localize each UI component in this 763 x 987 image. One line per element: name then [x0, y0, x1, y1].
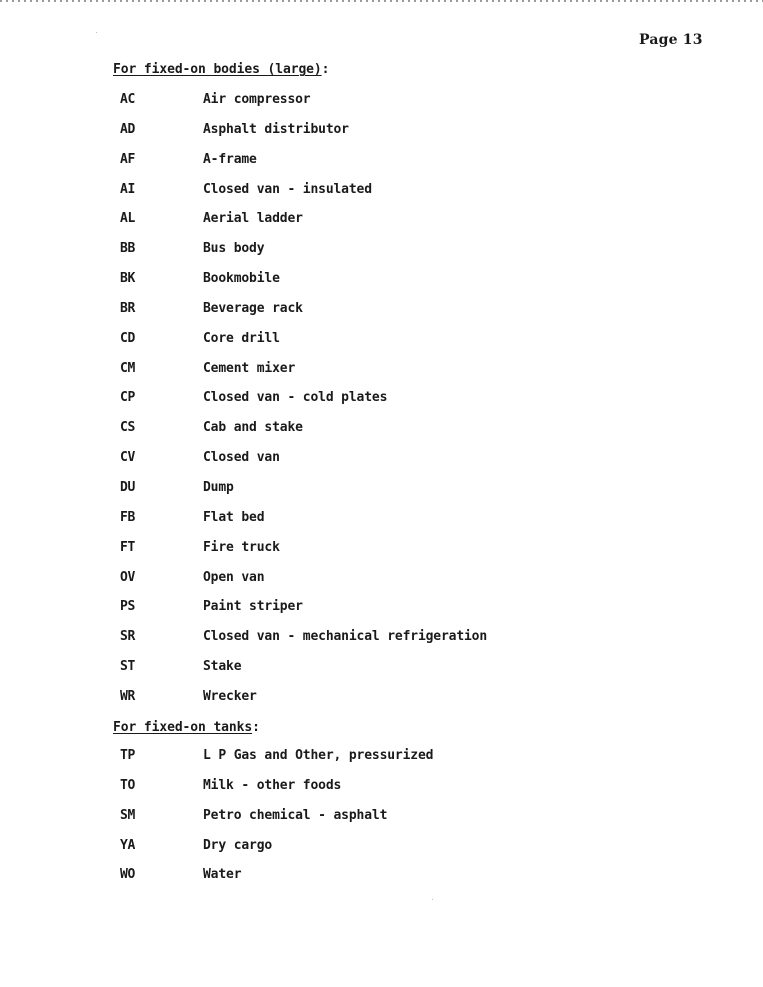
scan-speck — [96, 32, 97, 33]
code-description: Closed van - cold plates — [203, 390, 388, 406]
code-description: Asphalt distributor — [203, 121, 349, 137]
code-abbreviation: ST — [120, 659, 136, 675]
code-description: Water — [203, 867, 242, 883]
page-number: Page 13 — [639, 32, 703, 48]
code-description: Petro chemical - asphalt — [203, 807, 388, 823]
code-abbreviation: AF — [120, 151, 136, 167]
code-abbreviation: AI — [120, 181, 136, 197]
code-description: A-frame — [203, 151, 257, 167]
section-heading-colon: : — [252, 720, 260, 735]
code-abbreviation: CP — [120, 390, 136, 406]
code-abbreviation: AC — [120, 92, 136, 107]
code-description: Flat bed — [203, 509, 265, 525]
code-description: L P Gas and Other, pressurized — [203, 748, 434, 763]
code-abbreviation: FT — [120, 539, 136, 555]
code-description: Cement mixer — [203, 360, 296, 376]
code-description: Paint striper — [203, 599, 303, 615]
code-description: Bus body — [203, 241, 265, 257]
code-description: Air compressor — [203, 92, 311, 107]
code-abbreviation: CV — [120, 450, 136, 466]
code-abbreviation: CM — [120, 360, 136, 376]
code-abbreviation: BK — [120, 271, 136, 287]
code-abbreviation: BB — [120, 241, 136, 257]
code-abbreviation: SM — [120, 807, 136, 823]
code-description: Closed van - insulated — [203, 181, 372, 197]
code-abbreviation: AD — [120, 121, 136, 137]
code-description: Stake — [203, 659, 242, 675]
code-description: Aerial ladder — [203, 211, 303, 227]
code-abbreviation: WR — [120, 688, 136, 704]
code-abbreviation: OV — [120, 569, 136, 585]
section-heading-text: For fixed-on bodies (large) — [113, 62, 322, 77]
code-description: Wrecker — [203, 688, 257, 704]
code-description: Cab and stake — [203, 420, 303, 436]
code-abbreviation: DU — [120, 479, 136, 495]
code-description: Dump — [203, 479, 234, 495]
code-description: Beverage rack — [203, 300, 303, 316]
code-description: Dry cargo — [203, 837, 273, 853]
code-description: Closed van - mechanical refrigeration — [203, 629, 488, 645]
code-abbreviation: TP — [120, 748, 136, 763]
page-top-border — [0, 0, 763, 2]
section-heading-fixed-on-tanks — [113, 720, 260, 735]
section-heading-colon: : — [321, 62, 330, 77]
code-abbreviation: SR — [120, 629, 136, 645]
code-abbreviation: CD — [120, 330, 136, 346]
code-description: Milk - other foods — [203, 777, 342, 793]
code-abbreviation: WO — [120, 867, 136, 883]
code-abbreviation: TO — [120, 777, 136, 793]
section-heading-text: For fixed-on tanks — [113, 720, 253, 735]
code-description: Fire truck — [203, 539, 280, 555]
code-description: Open van — [203, 569, 265, 585]
scan-speck — [432, 899, 433, 900]
code-abbreviation: AL — [120, 211, 136, 227]
code-abbreviation: YA — [120, 837, 136, 853]
code-abbreviation: CS — [120, 420, 136, 436]
code-description: Core drill — [203, 330, 280, 346]
code-description: Bookmobile — [203, 271, 280, 287]
code-abbreviation: PS — [120, 599, 136, 615]
section-heading-fixed-on-bodies — [113, 62, 329, 77]
code-abbreviation: FB — [120, 509, 136, 525]
code-abbreviation: BR — [120, 300, 136, 316]
code-description: Closed van — [203, 450, 280, 466]
